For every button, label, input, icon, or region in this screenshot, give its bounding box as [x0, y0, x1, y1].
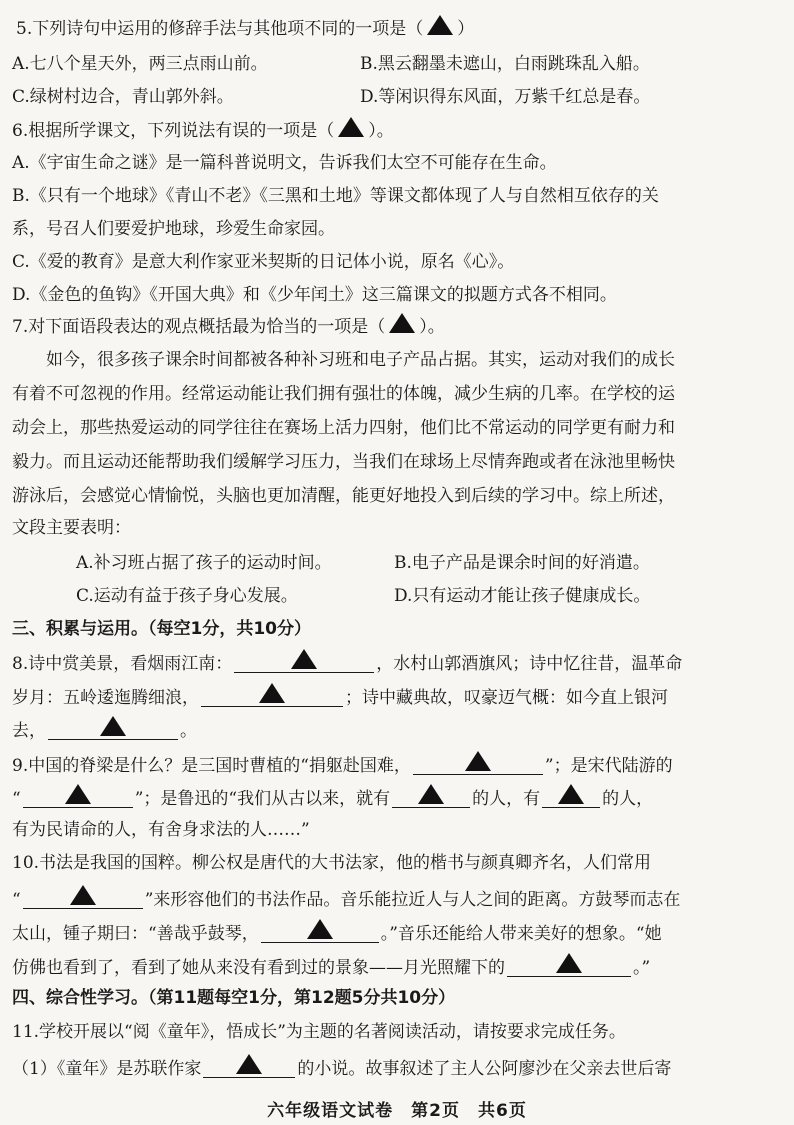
triangle-icon [259, 683, 285, 703]
q7-option-d[interactable]: D.只有运动才能让孩子健康成长。 [394, 586, 651, 606]
triangle-icon [389, 313, 415, 333]
triangle-icon [465, 751, 491, 771]
fill-blank[interactable] [201, 686, 343, 707]
q7-passage-line: 游泳后，会感觉心情愉悦，头脑也更加清醒，能更好地投入到后续的学习中。综上所述， [12, 486, 675, 506]
triangle-icon [427, 15, 453, 35]
answer-blank[interactable] [334, 122, 368, 140]
q5-option-d[interactable]: D.等闲识得东风面，万紫千红总是春。 [360, 87, 651, 107]
triangle-icon [236, 1054, 262, 1074]
triangle-icon [418, 784, 444, 804]
q7-option-c[interactable]: C.运动有益于孩子身心发展。 [76, 586, 298, 606]
triangle-icon [70, 885, 96, 905]
triangle-icon [307, 919, 333, 939]
q7-option-a[interactable]: A.补习班占据了孩子的运动时间。 [76, 553, 332, 573]
q5-option-a[interactable]: A.七八个星天外，两三点雨山前。 [12, 54, 268, 74]
q7-passage-line: 文段主要表明： [12, 518, 131, 538]
triangle-icon [65, 784, 91, 804]
triangle-icon [100, 716, 126, 736]
triangle-icon [558, 784, 584, 804]
triangle-icon [556, 953, 582, 973]
q7-passage-line: 动会上，那些热爱运动的同学往往在赛场上活力四射，他们比不常运动的同学更有耐力和 [12, 418, 675, 438]
answer-blank[interactable] [385, 318, 419, 336]
q5-stem: 5.下列诗句中运用的修辞手法与其他项不同的一项是（ ） [16, 20, 794, 38]
answer-blank[interactable] [423, 20, 457, 38]
q9-line: 有为民请命的人，有舍身求法的人……” [12, 820, 310, 840]
q6-option-b-cont: 系，号召人们要爱护地球，珍爱生命家园。 [12, 219, 335, 239]
fill-blank[interactable] [261, 922, 379, 943]
q11-stem: 11.学校开展以“阅《童年》，悟成长”为主题的名著阅读活动，请按要求完成任务。 [12, 1022, 626, 1042]
fill-blank[interactable] [542, 787, 600, 808]
q7-passage-line: 有着不可忽视的作用。经常运动能让我们拥有强壮的体魄，减少生病的几率。在学校的运 [12, 384, 675, 404]
q6-stem: 6.根据所学课文，下列说法有误的一项是（ ）。 [12, 122, 794, 140]
fill-blank[interactable] [507, 956, 631, 977]
triangle-icon [338, 117, 364, 137]
fill-blank[interactable] [234, 652, 374, 673]
fill-blank[interactable] [48, 719, 178, 740]
q6-option-d[interactable]: D.《金色的鱼钩》《开国大典》和《少年闰土》这三篇课文的拟题方式各不相同。 [12, 285, 617, 305]
fill-blank[interactable] [413, 754, 543, 775]
q5-option-b[interactable]: B.黑云翻墨未遮山，白雨跳珠乱入船。 [360, 54, 650, 74]
q6-option-c[interactable]: C.《爱的教育》是意大利作家亚米契斯的日记体小说，原名《心》。 [12, 252, 515, 272]
q10-line: 10.书法是我国的国粹。柳公权是唐代的大书法家，他的楷书与颜真卿齐名，人们常用 [12, 853, 652, 873]
fill-blank[interactable] [392, 787, 470, 808]
fill-blank[interactable] [23, 888, 143, 909]
q7-passage-line: 毅力。而且运动还能帮助我们缓解学习压力，当我们在球场上尽情奔跑或者在泳池里畅快 [12, 452, 675, 472]
q7-stem: 7.对下面语段表达的观点概括最为恰当的一项是（ ）。 [12, 318, 794, 336]
fill-blank[interactable] [23, 787, 133, 808]
section-heading: 四、综合性学习。（第11题每空1分，第12题5分共10分） [12, 988, 456, 1008]
fill-blank[interactable] [203, 1057, 295, 1078]
q6-option-b[interactable]: B.《只有一个地球》《青山不老》《三黑和土地》等课文都体现了人与自然相互依存的关 [12, 186, 659, 206]
q7-passage-line: 如今，很多孩子课余时间都被各种补习班和电子产品占据。其实，运动对我们的成长 [46, 350, 675, 370]
q6-option-a[interactable]: A.《宇宙生命之谜》是一篇科普说明文，告诉我们太空不可能存在生命。 [12, 153, 557, 173]
section-heading: 三、积累与运用。（每空1分，共10分） [12, 619, 311, 639]
page-footer: 六年级语文试卷 第2页 共6页 [267, 1101, 527, 1121]
q7-option-b[interactable]: B.电子产品是课余时间的好消遣。 [394, 553, 650, 573]
q5-option-c[interactable]: C.绿树村边合，青山郭外斜。 [12, 87, 234, 107]
triangle-icon [291, 649, 317, 669]
